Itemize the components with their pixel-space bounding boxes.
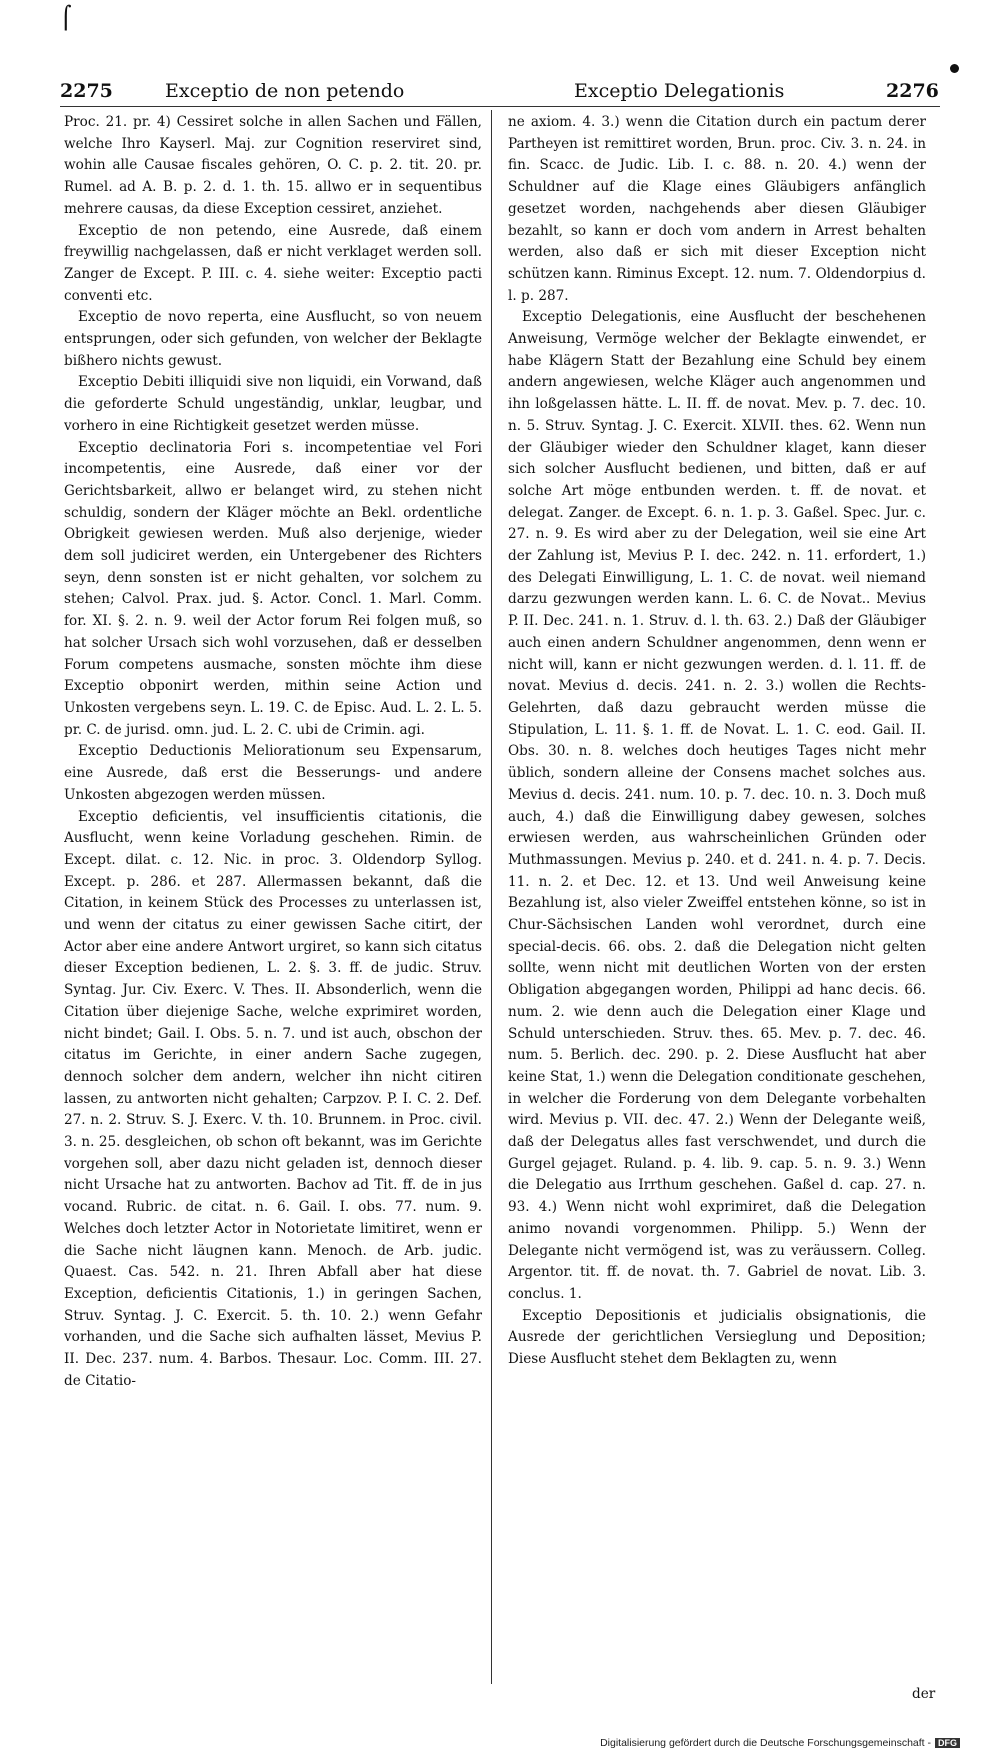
dfg-logo: DFG xyxy=(935,1738,960,1748)
right-page-number: 2276 xyxy=(886,80,939,102)
paragraph: Proc. 21. pr. 4) Cessiret solche in allen Sachen und Fällen, welche Ihro Kayserl. Maj. zur Cognition reserviret sind, wohin alle Causae fiscales gehören, O. C. p. 2. tit. 20. pr. Rumel. ad A. B. p. 2. d. 1. th. 15. allwo er in sequentibus mehrere causas, da diese Exception cessiret, anziehet. xyxy=(64,114,482,217)
paragraph: Exceptio de non petendo, eine Ausrede, daß einem freywillig nachgelassen, daß er nicht verklaget werden soll. Zanger de Except. P. III. c. 4. siehe weiter: Exceptio pacti conventi etc. xyxy=(64,222,482,304)
header-rule xyxy=(60,106,940,107)
right-running-title: Exceptio Delegationis xyxy=(574,80,785,102)
paragraph: Exceptio de novo reperta, eine Ausflucht, so von neuem entsprungen, oder sich gefunden, von welcher der Beklagte bißhero nichts gewust. xyxy=(64,309,482,369)
paragraph: Exceptio Depositionis et judicialis obsignationis, die Ausrede der gerichtlichen Versieglung und Deposition; Diese Ausflucht stehet dem Beklagten zu, wenn xyxy=(508,1307,926,1368)
paragraph: Exceptio Delegationis, eine Ausflucht der beschehenen Anweisung, Vermöge welcher der Beklagte einwendet, er habe Klägern Statt der Bezahlung eine Schuld bey einem andern angewiesen, welche Kläger auch angenommen und ihn loßgelassen hätte. L. II. ff. de novat. Mev. p. 7. dec. 10. n. 5. Struv. Syntag. J. C. Exercit. XLVII. thes. 62. Wenn nun der Gläubiger wieder den Schuldner klaget, kann dieser sich solcher Ausflucht bedienen, und bitten, daß er auf solche Art möge entbunden werden. t. ff. de novat. et delegat. Zanger. de Except. 6. n. 1. p. 3. Gaßel. Spec. Jur. c. 27. n. 9. Es wird aber zu der Delegation, weil sie eine Art der Zahlung ist, Mevius P. I. dec. 242. n. 11. erfordert, 1.) des Delegati Einwilligung, L. 1. C. de novat. weil niemand darzu gezwungen werden kann. L. 6. C. de Novat.. Mevius P. II. Dec. 241. n. 1. Struv. d. l. th. 63. 2.) Daß der Gläubiger auch einen andern Schuldner angenommen, denn wenn er nicht will, kann er nicht gezwungen werden. d. l. 11. ff. de novat. Mevius d. decis. 241. n. 2. 3.) wollen die Rechts-Gelehrten, daß dazu gebraucht werden müsse die Stipulation, L. 11. §. 1. ff. de Novat. L. 1. C. eod. Gail. II. Obs. 30. n. 8. welches doch heutiges Tages nicht mehr üblich, sondern alleine der Consens machet solches aus. Mevius d. decis. 241. num. 10. p. 7. dec. 10. n. 3. Doch muß auch, 4.) daß die Einwilligung dabey gewesen, solches erwiesen werden, aus wahrscheinlichen Gründen oder Muthmassungen. Mevius p. 240. et d. 241. n. 4. p. 7. Decis. 11. n. 2. et Dec. 12. et 13. Und weil Anweisung keine Bezahlung ist, also vieler Zweiffel entstehen könne, so ist in Chur-Sächsischen Landen wohl verordnet, durch eine special-decis. 66. obs. 2. daß die Delegation nicht gelten sollte, wenn nicht mit deutlichen Worten von der ersten Obligation abgegangen worden, Philippi ad hanc decis. 66. num. 2. wie denn auch die Delegation einer Klage und Schuld unterschieden. Struv. thes. 65. Mev. p. 7. dec. 46. num. 5. Berlich. dec. 290. p. 2. Diese Ausflucht hat aber keine Stat, 1.) wenn die Delegation conditionate geschehen, in welcher die Forderung von dem Delegante vorbehalten wird. Mevius p. VII. dec. 47. 2.) Wenn der Delegante weiß, daß der Delegatus alles fast verschwendet, und durch die Gurgel gejaget. Ruland. p. 4. lib. 9. cap. 5. n. 9. 3.) Wenn die Delegatio aus Irrthum geschehen. Gaßel d. cap. 27. n. 93. 4.) Wenn nicht wohl exprimiret, daß die Delegation animo novandi vorgenommen. Philipp. 5.) Wenn der Delegante nicht vermögend ist, was zu veräussern. Colleg. Argentor. tit. ff. de novat. th. 7. Gabriel de novat. Lib. 3. conclus. 1. xyxy=(508,309,926,1302)
paragraph: Exceptio deficientis, vel insufficientis citationis, die Ausflucht, wenn keine Vorladung geschehen. Rimin. de Except. dilat. c. 12. Nic. in proc. 3. Oldendorp Syllog. Except. p. 286. et 287. Allermassen bekannt, daß die Citation, in keinem Stück des Processes zu unterlassen ist, und wenn der citatus zu einer gewissen Sache citirt, der Actor aber eine andere Antwort urgiret, so kann sich citatus dieser Exception bedienen, L. 2. §. 3. ff. de judic. Struv. Syntag. Jur. Civ. Exerc. V. Thes. II. Absonderlich, wenn die Citation über diejenige Sache, welche exprimiret worden, nicht bindet; Gail. I. Obs. 5. n. 7. und ist auch, obschon der citatus im Gerichte, in einer andern Sache zugegen, dennoch solcher dem andern, welcher ihn nicht citiren lassen, zu antworten nicht gehalten; Carpzov. P. I. C. 2. Def. 27. n. 2. Struv. S. J. Exerc. V. th. 10. Brunnem. in Proc. civil. 3. n. 25. desgleichen, ob schon oft bekannt, was im Gerichte vorgehen soll, aber dazu nicht geladen ist, dennoch dieser nicht Ursache hat zu antworten. Bachov ad Tit. ff. de in jus vocand. Rubric. de citat. n. 6. Gail. I. obs. 77. num. 9. Welches doch letzter Actor in Notorietate limitiret, wenn er die Sache nicht läugnen kann. Menoch. de Arb. judic. Quaest. Cas. 542. n. 21. Ihren Abfall aber hat diese Exception, deficientis Citationis, 1.) in geringen Sachen, Struv. Syntag. J. C. Exercit. 5. th. 10. 2.) wenn Gefahr vorhanden, und die Sache sich aufhalten lässet, Mevius P. II. Dec. 237. num. 4. Barbos. Thesaur. Loc. Comm. III. 27. de Citatio- xyxy=(64,808,482,1389)
left-column xyxy=(64,112,482,1697)
footer-text: Digitalisierung gefördert durch die Deutsche Forschungsgemeinschaft - xyxy=(600,1737,931,1749)
digitization-footer xyxy=(600,1737,960,1749)
paragraph: Exceptio declinatoria Fori s. incompetentiae vel Fori incompetentis, eine Ausrede, daß einer vor der Gerichtsbarkeit, allwo er belanget wird, zu stehen nicht schuldig, sondern der Kläger möchte an Bekl. ordentliche Obrigkeit gewiesen werden. Muß also derjenige, wieder dem soll judiciret werden, ein Untergebener des Richters seyn, denn sonsten ist er nicht gehalten, vor solchem zu stehen; Calvol. Prax. jud. §. Actor. Concl. 1. Marl. Comm. for. XI. §. 2. n. 9. weil der Actor forum Rei folgen muß, so hat solcher Ursach sich wohl vorzusehen, daß er desselben Forum competens ausmache, sonsten möchte ihm diese Exceptio obponirt werden, mithin seine Action und Unkosten vergebens seyn. L. 19. C. de Episc. Aud. L. 2. L. 5. pr. C. de jurisd. omn. jud. L. 2. C. ubi de Crimin. agi. xyxy=(64,439,482,738)
paragraph: ne axiom. 4. 3.) wenn die Citation durch ein pactum derer Partheyen ist remittiret worden, Brun. proc. Civ. 3. n. 24. in fin. Scacc. de Judic. Lib. I. c. 88. n. 20. 4.) wenn der Schuldner auf die Klage eines Gläubigers anfänglich gesetzet worden, nachgehends aber diesen Gläubiger bezahlt, so kann er doch vom andern in Arrest behalten werden, also daß er sich mit dieser Exception nicht schützen kann. Riminus Except. 12. num. 7. Oldendorpius d. l. p. 287. xyxy=(508,114,926,304)
top-margin-mark: ⌠ xyxy=(60,6,72,31)
left-running-title: Exceptio de non petendo xyxy=(165,80,405,102)
column-divider xyxy=(491,110,492,1684)
paragraph: Exceptio Debiti illiquidi sive non liquidi, ein Vorwand, daß die geforderte Schuld ungeständig, unklar, leugbar, und vorhero in eine Richtigkeit gesetzet werden müsse. xyxy=(64,374,482,434)
ink-dot xyxy=(950,64,959,73)
left-page-number: 2275 xyxy=(60,80,113,102)
right-column xyxy=(508,112,926,1697)
paragraph: Exceptio Deductionis Meliorationum seu Expensarum, eine Ausrede, daß erst die Besserungs- und andere Unkosten abgezogen werden müssen. xyxy=(64,743,482,803)
catchword: der xyxy=(912,1686,936,1702)
